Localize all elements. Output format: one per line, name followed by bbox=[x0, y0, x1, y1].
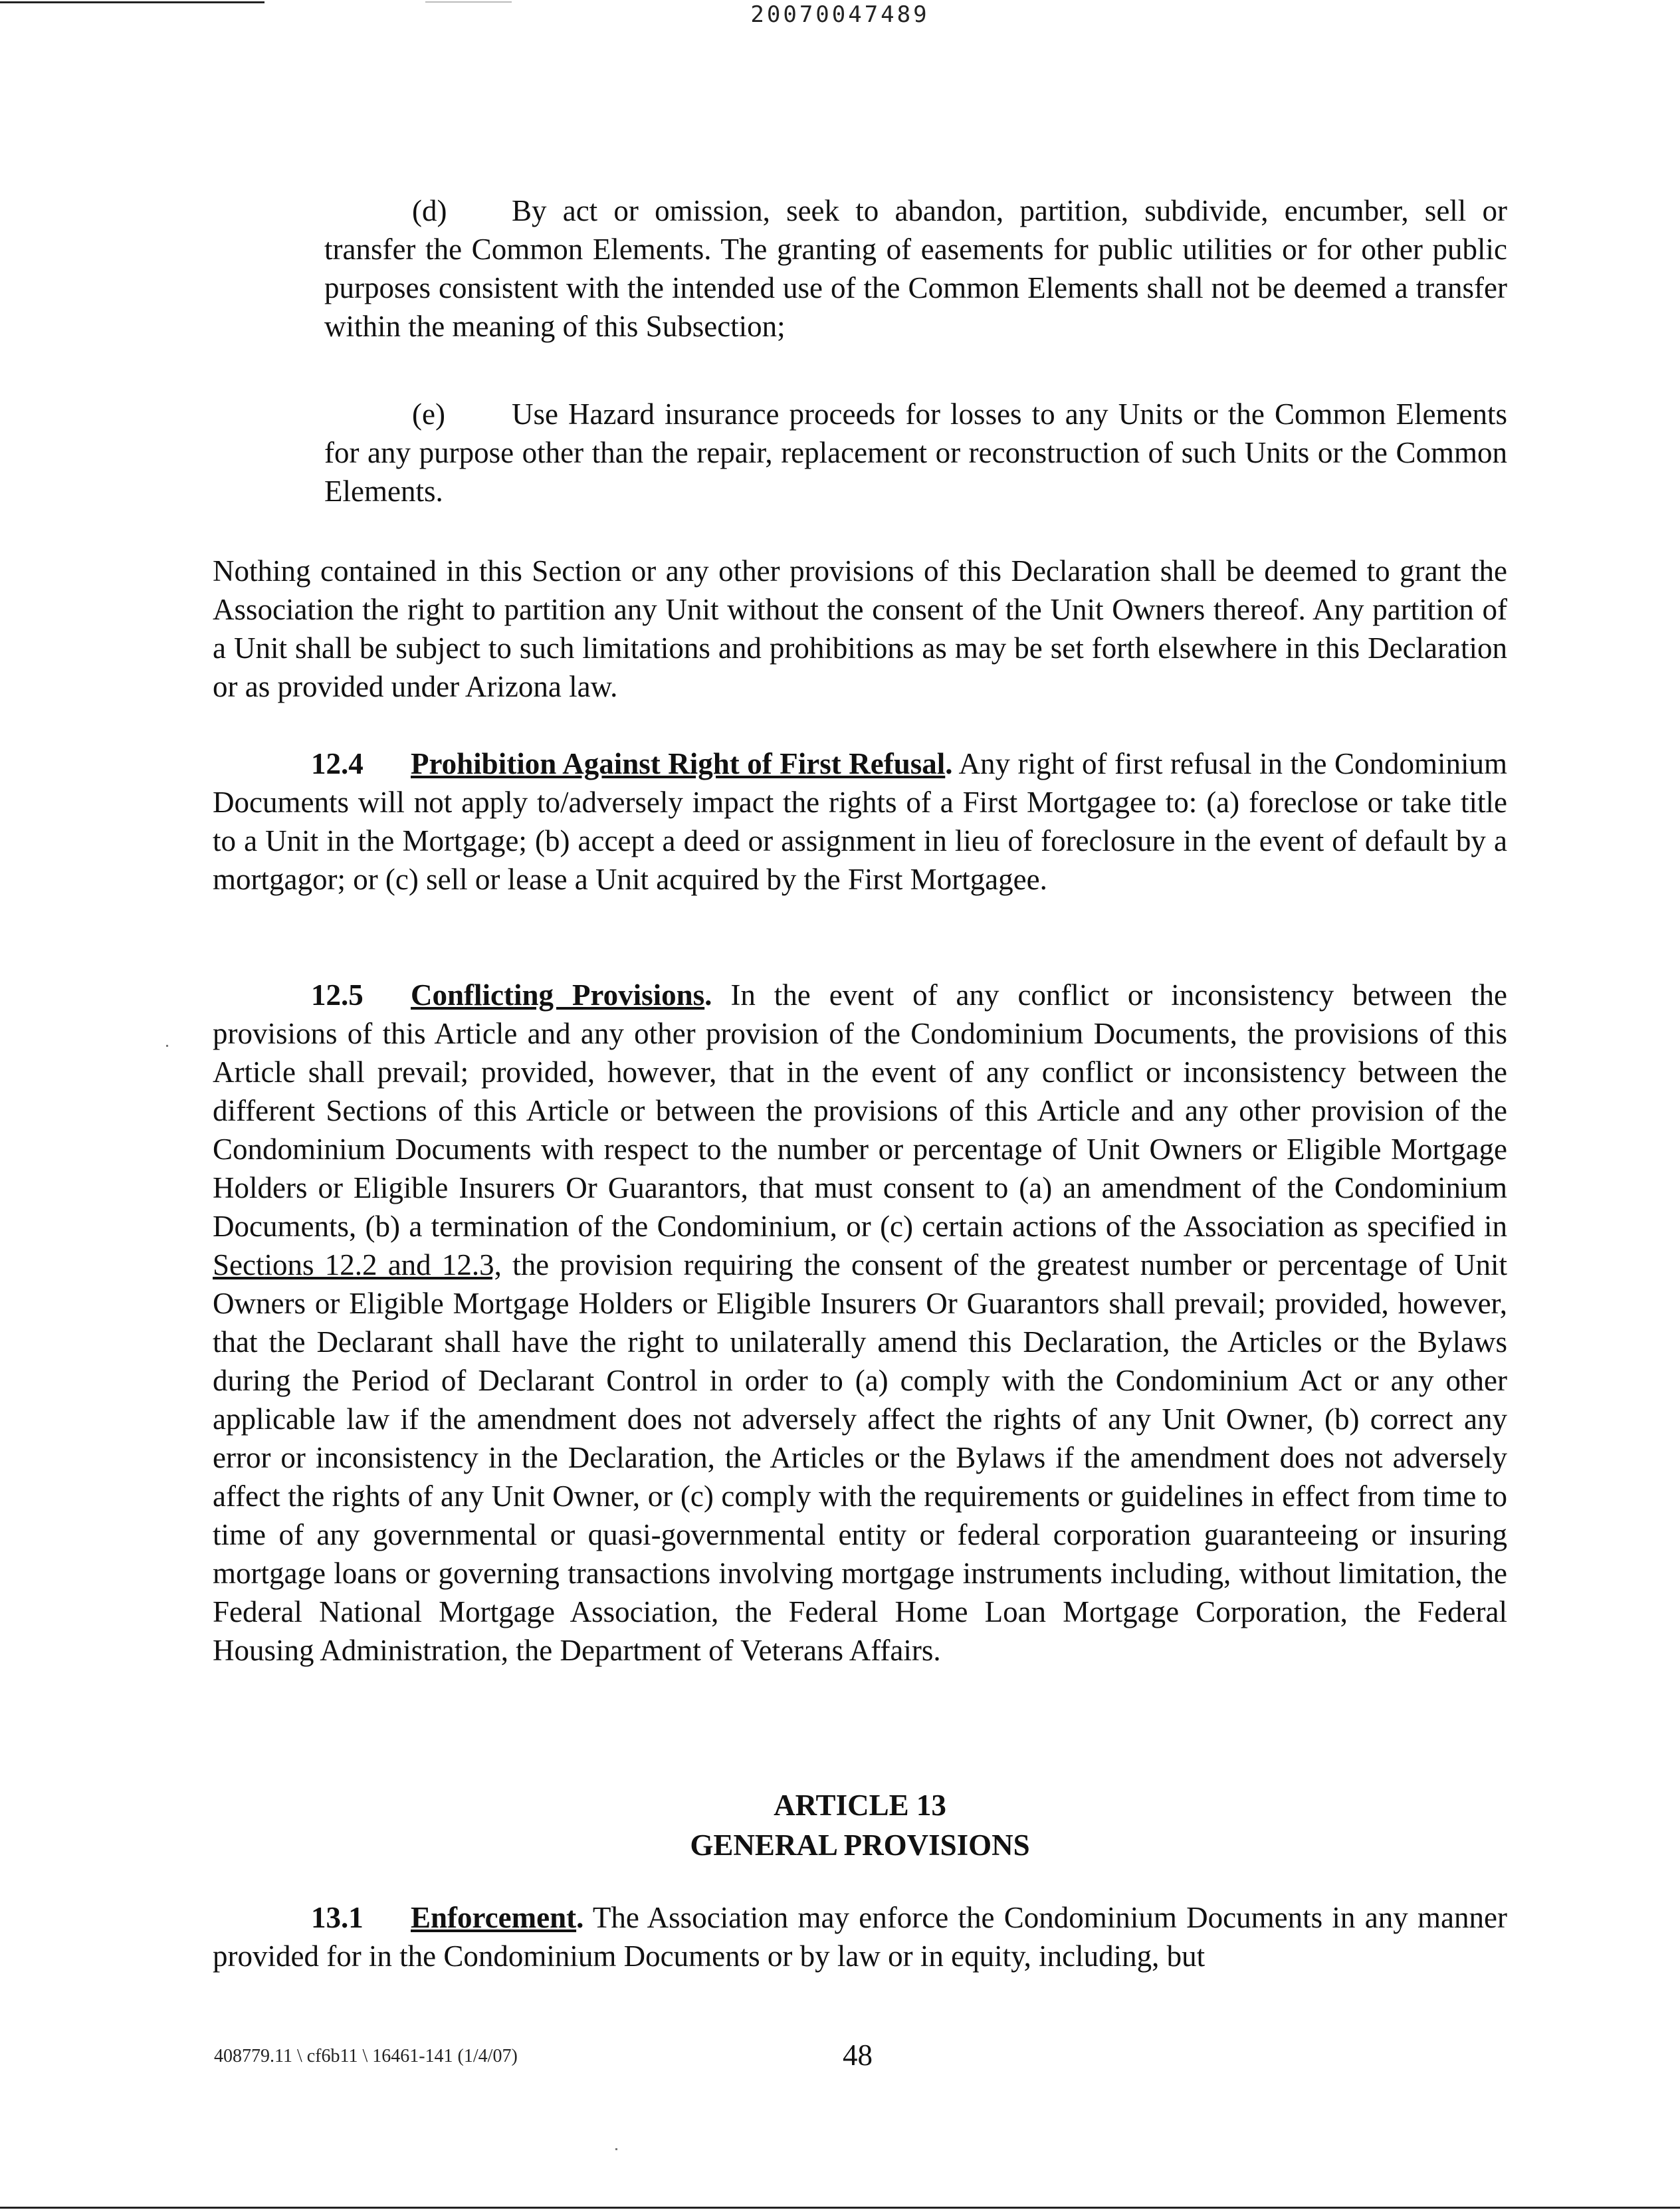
sections-reference: Sections 12.2 and 12.3, bbox=[213, 1248, 502, 1281]
section-title-period: . bbox=[576, 1901, 584, 1934]
paragraph-marker: (d) bbox=[412, 194, 447, 227]
footer-file-reference: 408779.11 \ cf6b11 \ 16461-141 (1/4/07) bbox=[214, 2046, 518, 2066]
document-number: 20070047489 bbox=[750, 1, 930, 28]
scan-speck bbox=[166, 1045, 168, 1047]
section-title-period: . bbox=[704, 978, 712, 1012]
section-number: 12.5 bbox=[311, 978, 364, 1012]
section-12-5 bbox=[213, 976, 1507, 1670]
section-text: The Association may enforce the Condominium Documents in any manner provided for in the Condominium Documents or by law or in equity, including, but bbox=[213, 1901, 1507, 1973]
paragraph-nothing-contained: Nothing contained in this Section or any other provisions of this Declaration shall be deemed to grant the Association the right to partition any Unit without the consent of the Unit Owners thereof. Any partition of a Unit shall be subject to such limitations and prohibitions as may be set forth elsewhere in this Declaration or as provided under Arizona law. bbox=[213, 554, 1507, 703]
paragraph-d bbox=[324, 191, 1507, 346]
section-text: In the event of any conflict or inconsistency between the provisions of this Article and any other provision of the Condominium Documents, the provisions of this Article shall prevail; provided, however, that in the event of any conflict or inconsistency between the different Sections of this Article or between the provisions of this Article and any other provision of the Condominium Documents with respect to the number or percentage of Unit Owners or Eligible Mortgage Holders or Eligible Insurers Or Guarantors, that must consent to (a) an amendment of the Condominium Documents, (b) a termination of the Condominium, or (c) certain actions of the Association as specified in bbox=[213, 978, 1507, 1243]
page-number: 48 bbox=[843, 2039, 873, 2072]
section-title-period: . bbox=[945, 747, 953, 780]
section-title: Enforcement bbox=[411, 1901, 577, 1934]
article-number: ARTICLE 13 bbox=[774, 1789, 946, 1822]
section-text: Any right of first refusal in the Condominium Documents will not apply to/adversely impact the rights of a First Mortgagee to: (a) foreclose or take title to a Unit in the Mortgage; (b) accept a deed or assignment in lieu of foreclosure in the event of default by a mortgagor; or (c) sell or lease a Unit acquired by the First Mortgagee. bbox=[213, 747, 1507, 896]
section-title: Prohibition Against Right of First Refusal bbox=[411, 747, 946, 780]
paragraph-text: By act or omission, seek to abandon, partition, subdivide, encumber, sell or transfer the Common Elements. The granting of easements for public utilities or for other public purposes consistent with the intended use of the Common Elements shall not be deemed a transfer within the meaning of this Subsection; bbox=[324, 194, 1507, 343]
section-13-1 bbox=[213, 1898, 1507, 1975]
section-number: 12.4 bbox=[311, 747, 364, 780]
paragraph-text: Use Hazard insurance proceeds for losses to any Units or the Common Elements for any purpose other than the repair, replacement or reconstruction of such Units or the Common Elements. bbox=[324, 397, 1507, 508]
section-12-4 bbox=[213, 744, 1507, 899]
bottom-rule bbox=[0, 2207, 1680, 2209]
section-number: 13.1 bbox=[311, 1901, 364, 1934]
article-title: GENERAL PROVISIONS bbox=[690, 1828, 1030, 1862]
section-title: Conflicting Provisions bbox=[411, 978, 705, 1012]
article-heading bbox=[213, 1785, 1507, 1865]
section-text-continued: the provision requiring the consent of the greatest number or percentage of Unit Owners or Eligible Mortgage Holders or Eligible Insurers Or Guarantors shall prevail; provided, however, that the Declarant shall have the right to unilaterally amend this Declaration, the Articles or the Bylaws during the Period of Declarant Control in order to (a) comply with the Condominium Act or any other applicable law if the amendment does not adversely affect the rights of any Unit Owner, (b) correct any error or inconsistency in the Declaration, the Articles or the Bylaws if the amendment does not adversely affect the rights of any Unit Owner, or (c) comply with the requirements or guidelines in effect from time to time of any governmental or quasi-governmental entity or federal corporation guaranteeing or insuring mortgage loans or governing transactions involving mortgage instruments including, without limitation, the Federal National Mortgage Association, the Federal Home Loan Mortgage Corporation, the Federal Housing Administration, the Department of Veterans Affairs. bbox=[213, 1248, 1507, 1667]
paragraph-marker: (e) bbox=[412, 397, 445, 431]
paragraph-e bbox=[324, 395, 1507, 510]
scan-speck bbox=[615, 2148, 617, 2150]
